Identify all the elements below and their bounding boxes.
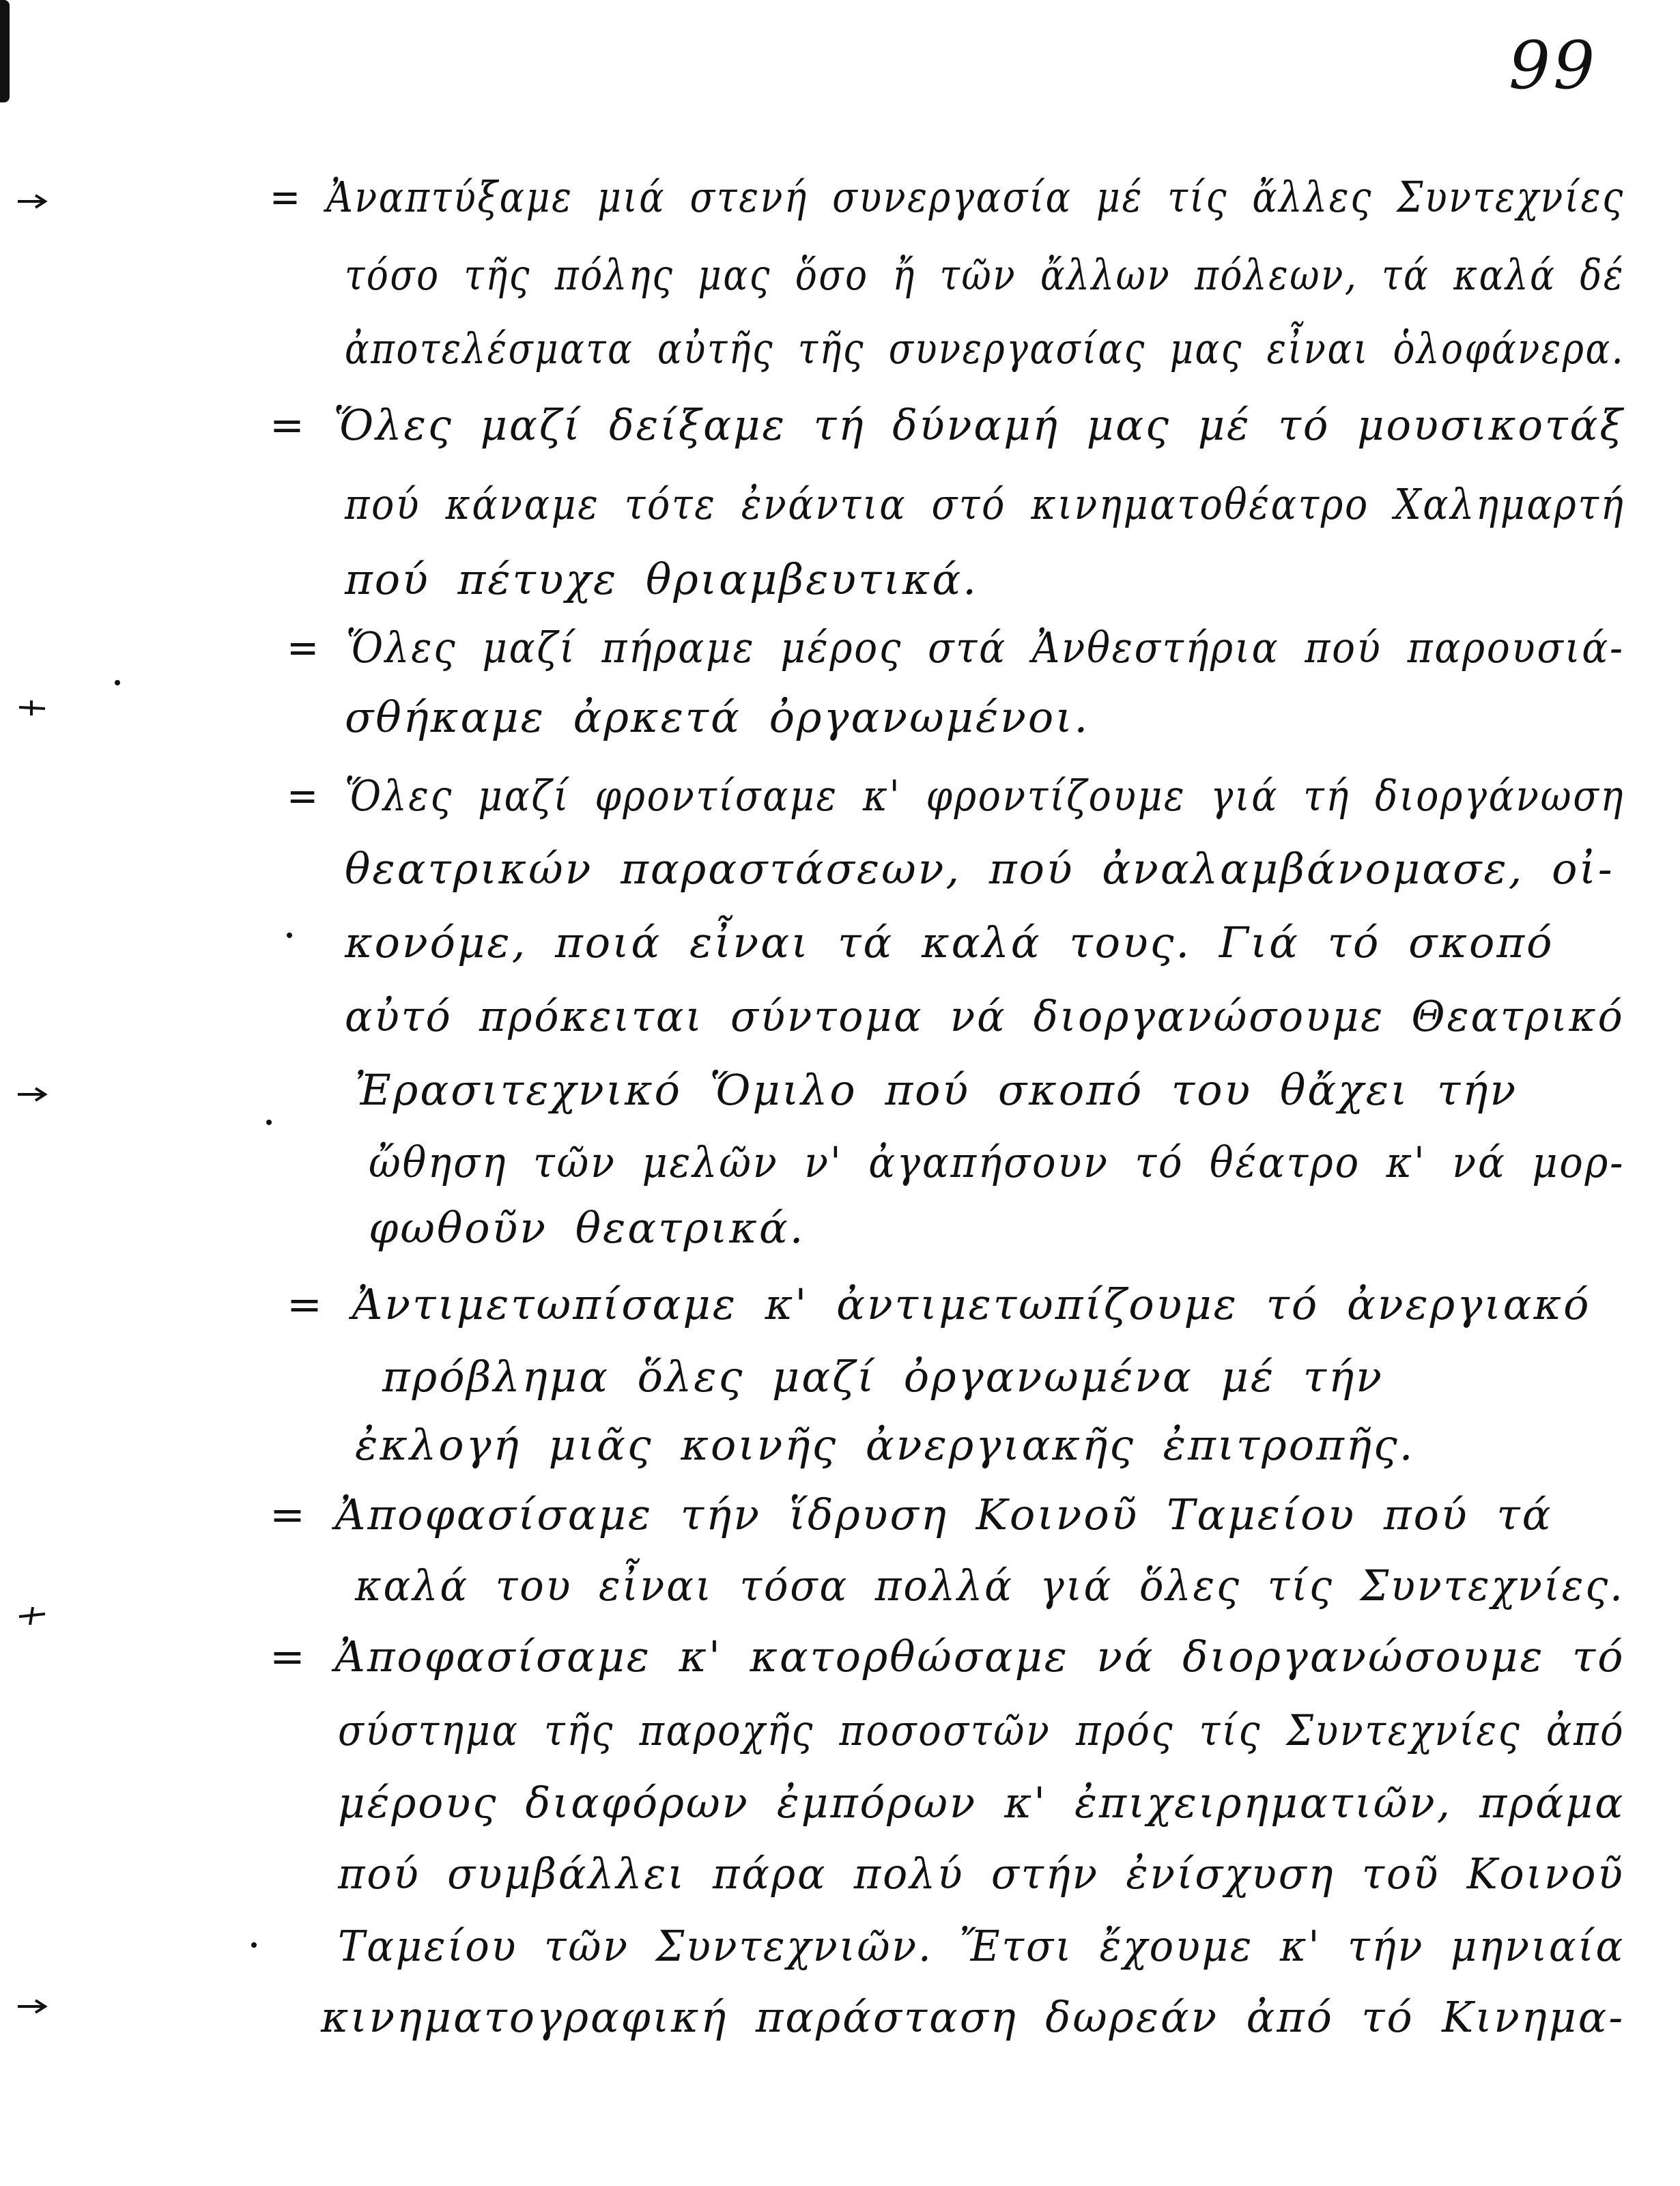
margin-arrow-icon: [16, 1996, 48, 2017]
margin-arrow-icon: [16, 191, 48, 212]
manuscript-line: πού κάναμε τότε ἐνάντια στό κινηματοθέατρο Χαλημαρτή: [345, 479, 1625, 529]
manuscript-line: σύστημα τῆς παροχῆς ποσοστῶν πρός τίς Συντεχνίες ἀπό: [338, 1705, 1625, 1755]
pen-dot: [266, 1120, 272, 1125]
margin-arrow-icon: [16, 1084, 48, 1105]
manuscript-line: = Ἀποφασίσαμε κ' κατορθώσαμε νά διοργανώσουμε τό: [270, 1632, 1625, 1681]
manuscript-line: = Ὅλες μαζί φροντίσαμε κ' φροντίζουμε γιά τή διοργάνωση: [287, 771, 1625, 821]
manuscript-line: = Ὅλες μαζί δείξαμε τή δύναμή μας μέ τό μουσικοτάξ: [270, 400, 1625, 450]
manuscript-line: = Ἀναπτύξαμε μιά στενή συνεργασία μέ τίς ἄλλες Συντεχνίες: [270, 172, 1625, 222]
manuscript-line: σθήκαμε ἀρκετά ὀργανωμένοι.: [345, 692, 1090, 742]
manuscript-line: πρόβλημα ὅλες μαζί ὀργανωμένα μέ τήν: [382, 1352, 1384, 1402]
manuscript-line: πού συμβάλλει πάρα πολύ στήν ἐνίσχυση τοῦ Κοινοῦ: [338, 1849, 1625, 1899]
manuscript-line: Ταμείου τῶν Συντεχνιῶν. Ἔτσι ἔχουμε κ' τήν μηνιαία: [338, 1921, 1625, 1971]
manuscript-line: θεατρικών παραστάσεων, πού ἀναλαμβάνομασε, οἰ-: [345, 844, 1614, 894]
manuscript-line: = Ἀποφασίσαμε τήν ἵδρυση Κοινοῦ Ταμείου πού τά: [270, 1490, 1553, 1539]
manuscript-line: Ἐρασιτεχνικό Ὅμιλο πού σκοπό του θἄχει τήν: [355, 1065, 1518, 1115]
margin-arrow-icon: [16, 1606, 48, 1626]
manuscript-line: φωθοῦν θεατρικά.: [369, 1203, 806, 1253]
manuscript-line: ὤθηση τῶν μελῶν ν' ἀγαπήσουν τό θέατρο κ' νά μορ-: [369, 1137, 1625, 1187]
manuscript-line: = Ὅλες μαζί πήραμε μέρος στά Ἀνθεστήρια πού παρουσιά-: [287, 623, 1625, 672]
manuscript-line: τόσο τῆς πόλης μας ὅσο ἤ τῶν ἄλλων πόλεων, τά καλά δέ: [345, 250, 1625, 300]
pen-dot: [115, 680, 120, 685]
manuscript-line: = Ἀντιμετωπίσαμε κ' ἀντιμετωπίζουμε τό ἀνεργιακό: [287, 1279, 1591, 1329]
manuscript-line: κονόμε, ποιά εἶναι τά καλά τους. Γιά τό σκοπό: [345, 918, 1554, 967]
margin-arrow-icon: [16, 698, 48, 718]
manuscript-line: αὐτό πρόκειται σύντομα νά διοργανώσουμε Θεατρικό: [345, 991, 1625, 1041]
pen-dot: [287, 933, 292, 938]
manuscript-line: κινηματογραφική παράσταση δωρεάν ἀπό τό Κινημα-: [321, 1992, 1625, 2042]
manuscript-line: ἀποτελέσματα αὐτῆς τῆς συνεργασίας μας εἶναι ὁλοφάνερα.: [345, 324, 1625, 373]
manuscript-line: ἐκλογή μιᾶς κοινῆς ἀνεργιακῆς ἐπιτροπῆς.: [355, 1420, 1415, 1470]
manuscript-line: πού πέτυχε θριαμβευτικά.: [345, 554, 978, 604]
manuscript-line: καλά του εἶναι τόσα πολλά γιά ὅλες τίς Συντεχνίες.: [355, 1561, 1625, 1610]
manuscript-line: μέρους διαφόρων ἐμπόρων κ' ἐπιχειρηματιῶν, πράμα: [338, 1778, 1625, 1828]
pen-dot: [251, 1942, 257, 1948]
page-edge-binding-mark: [0, 0, 10, 102]
page-number: 99: [1509, 27, 1598, 104]
